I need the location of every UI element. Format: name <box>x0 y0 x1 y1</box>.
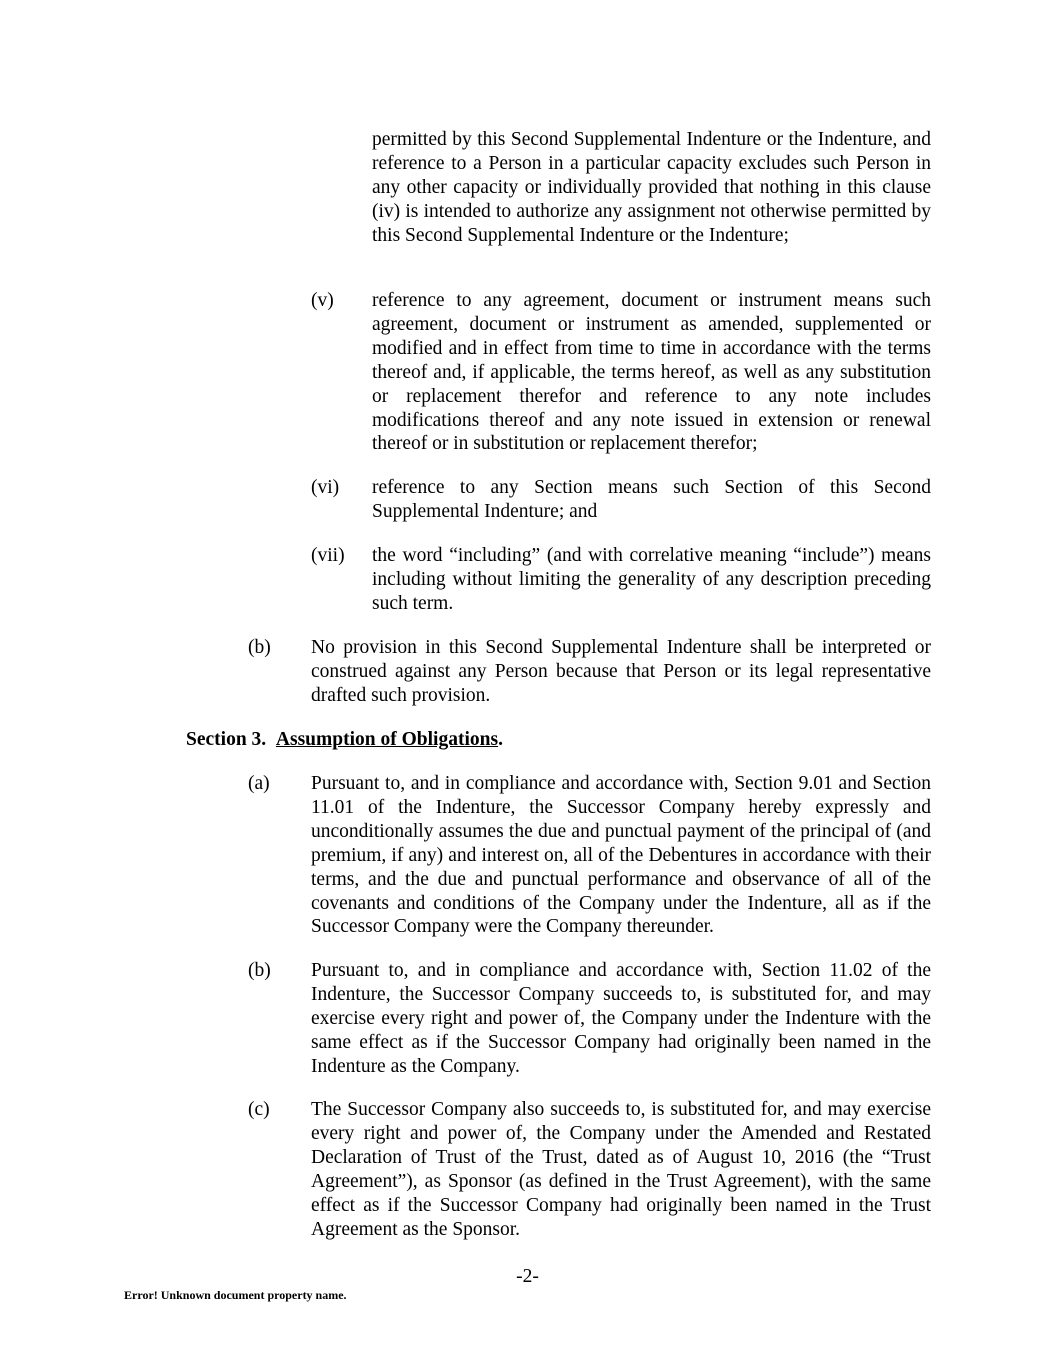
clause-b-text: No provision in this Second Supplemental Indenture shall be interpreted or construed against any Person because that Person or its legal representative drafted such provision. <box>311 637 931 706</box>
clause-vi-label: (vi) <box>311 477 340 498</box>
clause-v-label: (v) <box>311 290 334 311</box>
section-number: Section 3. <box>186 729 267 750</box>
section-3-clause-b-label: (b) <box>248 960 271 981</box>
section-3-clause-b-text: Pursuant to, and in compliance and accordance with, Section 11.02 of the Indenture, the Successor Company succeeds to, is substituted for, and may exercise every right and power of, the Company under the Indenture with the same effect as if the Successor Company had originally been named in the Indenture as the Company. <box>311 960 931 1077</box>
continued-clause-iv-text: permitted by this Second Supplemental Indenture or the Indenture, and reference to a Person in a particular capacity excludes such Person in any other capacity or individually provided that nothing in this clause (iv) is intended to authorize any assignment not otherwise permitted by this Second Supplemental Indenture or the Indenture; <box>372 129 931 246</box>
section-3-clause-a-text: Pursuant to, and in compliance and accordance with, Section 9.01 and Section 11.01 of the Indenture, the Successor Company hereby expressly and unconditionally assumes the due and punctual payment of the principal of (and premium, if any) and interest on, all of the Debentures in accordance with their terms, and the due and punctual performance and observance of all of the covenants and conditions of the Company under the Indenture, all as if the Successor Company were the Company thereunder. <box>311 773 931 938</box>
clause-vii-label: (vii) <box>311 545 345 566</box>
section-3-heading <box>186 728 503 752</box>
section-3-clause-c-label: (c) <box>248 1099 270 1120</box>
page-number: -2- <box>516 1266 539 1287</box>
section-3-clause-a-label: (a) <box>248 773 270 794</box>
clause-vi-text: reference to any Section means such Section of this Second Supplemental Indenture; and <box>372 477 931 522</box>
section-title: Assumption of Obligations <box>275 729 499 750</box>
clause-b-label: (b) <box>248 637 271 658</box>
section-title-period: . <box>498 729 503 750</box>
footer-error-text: Error! Unknown document property name. <box>124 1288 347 1302</box>
clause-v-text: reference to any agreement, document or instrument means such agreement, document or instrument as amended, supplemented or modified and in effect from time to time in accordance with the terms thereof and, if applicable, the terms hereof, as well as any substitution or replacement therefor and reference to any note includes modifications thereof and any note issued in extension or renewal thereof or in substitution or replacement therefor; <box>372 290 931 455</box>
section-3-clause-c-text: The Successor Company also succeeds to, is substituted for, and may exercise every right and power of, the Company under the Amended and Restated Declaration of Trust of the Trust, dated as of August 10, 2016 (the “Trust Agreement”), as Sponsor (as defined in the Trust Agreement), with the same effect as if the Successor Company had originally been named in the Trust Agreement as the Sponsor. <box>311 1099 931 1240</box>
clause-vii-text: the word “including” (and with correlative meaning “include”) means including without limiting the generality of any description preceding such term. <box>372 545 931 614</box>
